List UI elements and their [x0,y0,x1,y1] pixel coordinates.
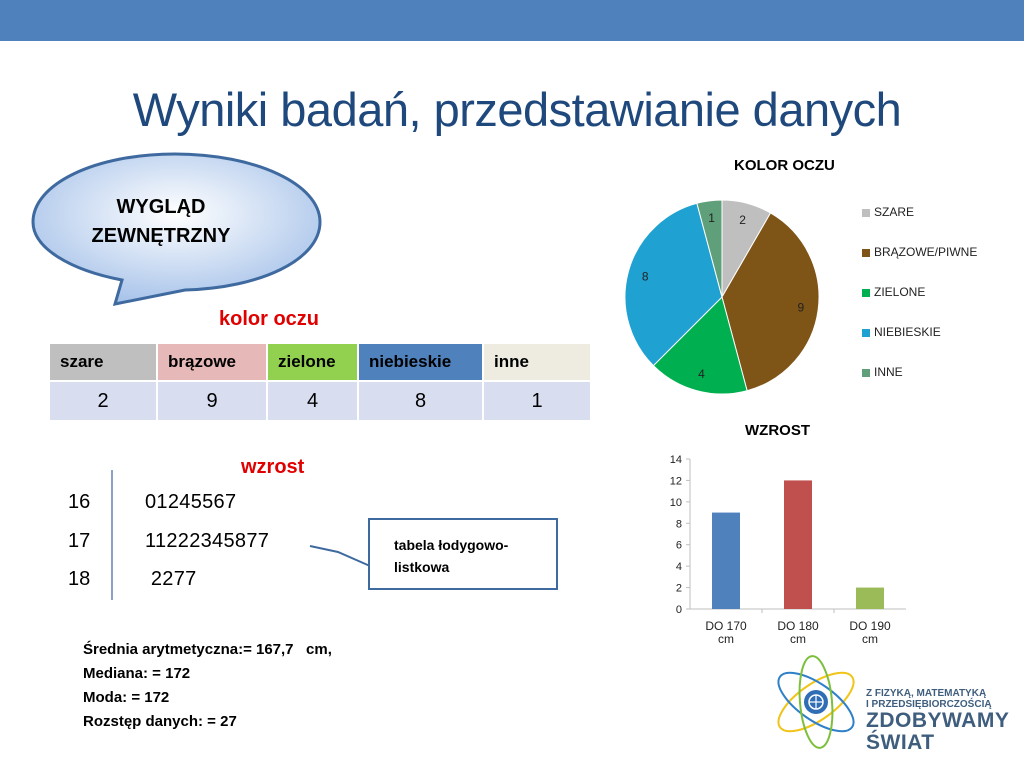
legend-swatch [862,329,870,337]
legend-item [862,205,977,245]
table-header-cell: zielone [267,343,358,381]
leaf-values: 01245567 [145,491,237,513]
bar [784,480,812,609]
x-tick-label: DO 170 [705,619,747,633]
bubble-line-2: ZEWNĘTRZNY [91,225,231,247]
stat-median: Mediana: = 172 [83,665,191,682]
table-header-cell: szare [49,343,157,381]
table-value-cell: 4 [267,381,358,421]
table-value-row [49,381,591,421]
y-tick-label: 8 [675,518,682,531]
y-tick-label: 2 [675,582,682,595]
legend-swatch [862,289,870,297]
legend-label: SZARE [874,205,915,219]
table-value-cell: 9 [157,381,267,421]
pie-legend [862,205,977,405]
y-tick-label: 6 [675,539,682,552]
top-banner [0,0,1024,41]
legend-label: NIEBIESKIE [874,325,941,339]
stem-value: 16 [68,491,91,513]
pie-chart [620,195,824,399]
stem-divider [111,470,113,600]
table-header-cell: inne [483,343,591,381]
legend-swatch [862,249,870,257]
logo-wordmark-line-1: ZDOBYWAMY [866,709,1010,732]
legend-label: ZIELONE [874,285,926,299]
stem-value: 18 [68,568,91,590]
legend-item [862,365,977,405]
callout-connector [300,540,372,570]
statistics-block [83,638,332,734]
callout-box: tabela łodygowo-listkowa [368,518,558,590]
y-tick-label: 14 [669,454,682,466]
bar-chart [640,448,920,658]
x-tick-label: cm [718,632,734,646]
pie-data-label: 1 [708,211,715,226]
pie-data-label: 8 [641,269,649,284]
table-value-cell: 2 [49,381,157,421]
y-tick-label: 4 [675,561,682,574]
x-tick-label: DO 180 [777,619,819,633]
logo-tagline-line-2: I PRZEDSIĘBIORCZOŚCIĄ [866,699,992,710]
x-tick-label: DO 190 [849,619,891,633]
x-tick-label: cm [790,632,806,646]
pie-data-label: 2 [739,213,746,228]
stat-mean: Średnia arytmetyczna:= 167,7 cm, [83,641,332,658]
pie-chart-title: KOLOR OCZU [734,157,835,174]
table-value-cell: 8 [358,381,483,421]
logo-tagline [866,688,992,710]
logo-tagline-line-1: Z FIZYKĄ, MATEMATYKĄ [866,688,987,699]
table-header-cell: brązowe [157,343,267,381]
bubble-line-1: WYGLĄD [116,196,206,218]
pie-data-label: 4 [698,366,705,381]
legend-swatch [862,369,870,377]
legend-swatch [862,209,870,217]
pie-data-label: 9 [797,300,805,315]
zdobywamy-swiat-logo [768,640,868,768]
y-tick-label: 12 [669,475,682,488]
height-label: wzrost [241,456,305,478]
legend-item [862,245,977,285]
legend-label: BRĄZOWE/PIWNE [874,245,978,259]
stat-range: Rozstęp danych: = 27 [83,713,237,730]
y-tick-label: 0 [675,604,682,616]
legend-item [862,325,977,365]
logo-wordmark [866,710,1009,754]
y-tick-label: 10 [669,496,682,509]
bubble-text [55,193,267,251]
eye-color-table [48,342,592,422]
stat-mode: Moda: = 172 [83,689,170,706]
table-header-cell: niebieskie [358,343,483,381]
logo-wordmark-line-2: ŚWIAT [866,731,935,754]
stem-value: 17 [68,530,91,552]
table-header-row [49,343,591,381]
legend-label: INNE [874,365,903,379]
eye-color-label: kolor oczu [219,308,320,330]
slide-title: Wyniki badań, przedstawianie danych [132,83,902,136]
bar-chart-title: WZROST [745,422,810,439]
legend-item [862,285,977,325]
leaf-values: 2277 [145,568,197,590]
table-value-cell: 1 [483,381,591,421]
x-tick-label: cm [862,632,878,646]
leaf-values: 11222345877 [145,530,270,552]
bar [712,513,740,609]
bar [856,588,884,609]
